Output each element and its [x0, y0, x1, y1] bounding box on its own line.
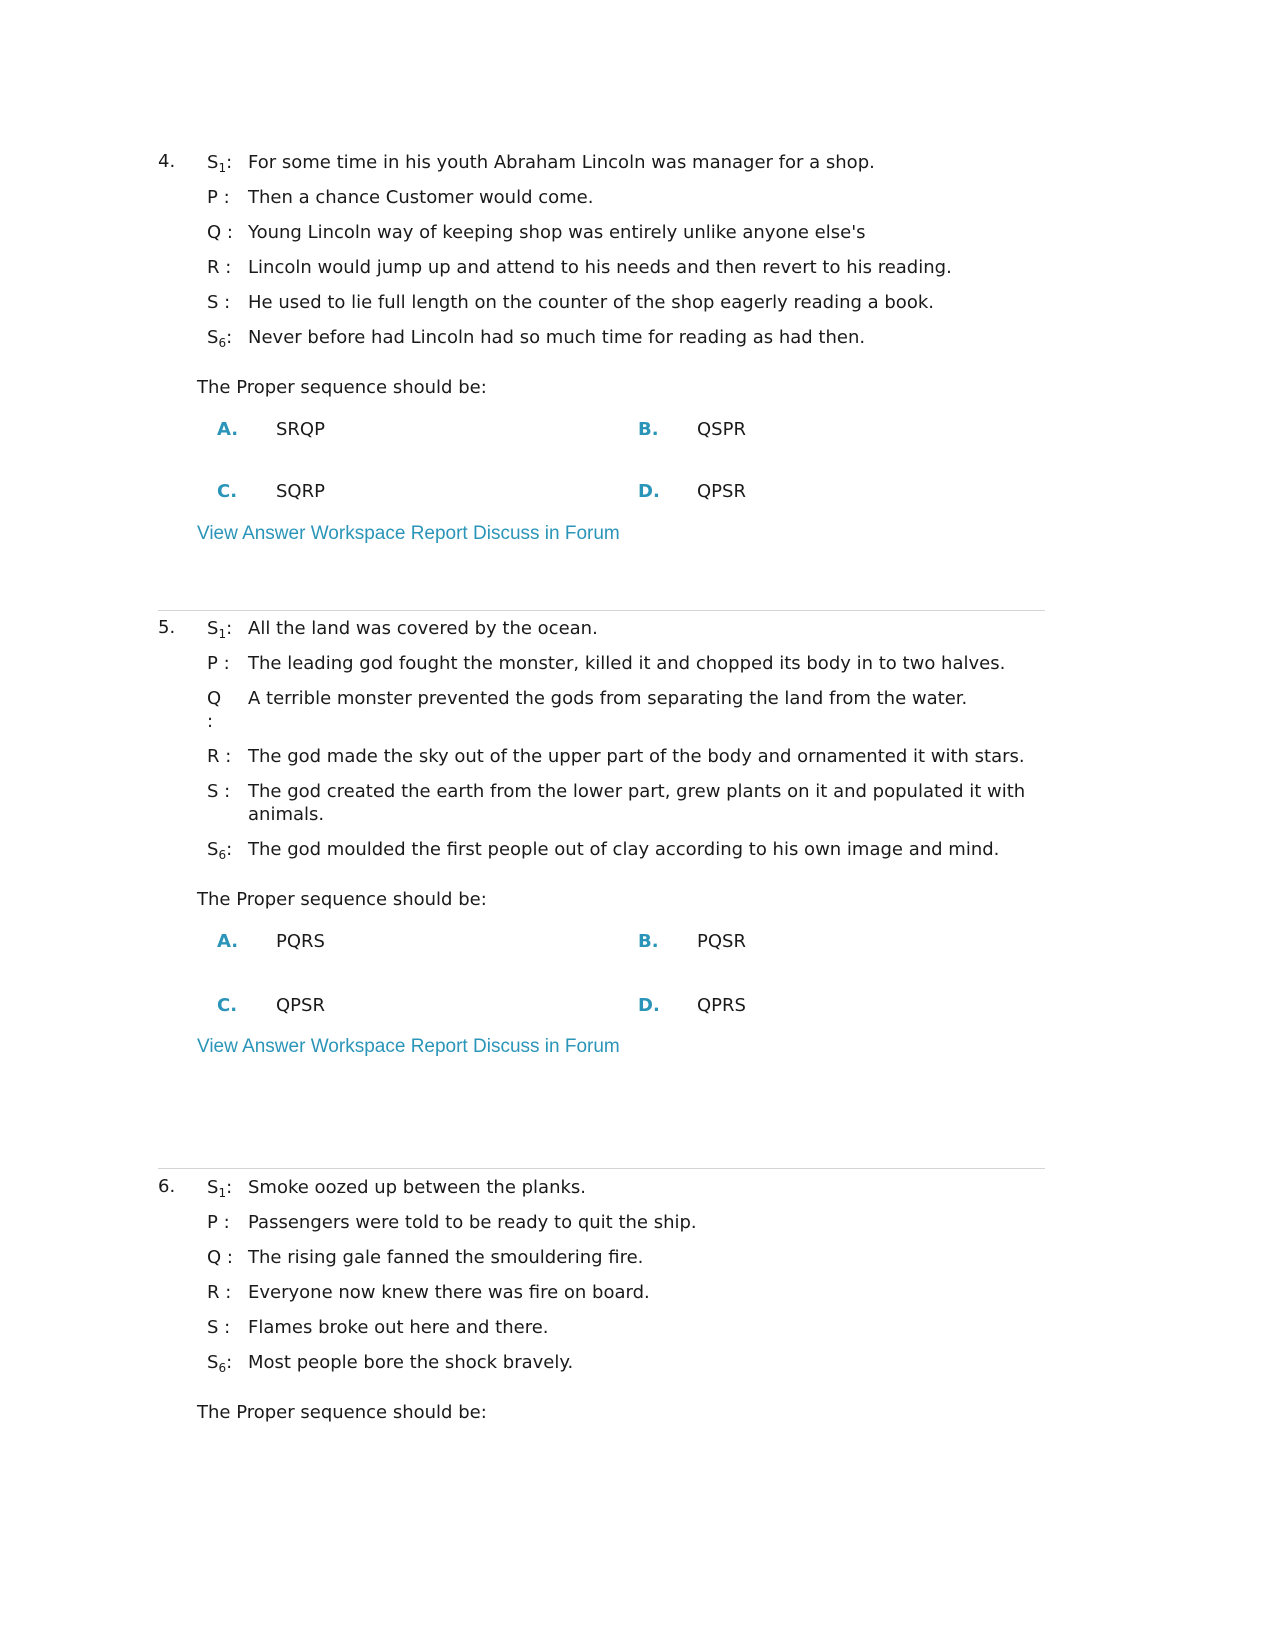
statement-row — [207, 617, 1038, 652]
statement-text: All the land was covered by the ocean. — [248, 618, 598, 639]
statement-label: $S_6$: — [207, 1352, 233, 1375]
statement-label: S : — [207, 781, 231, 802]
statement-label: $S_1$: — [207, 1177, 233, 1200]
statement-label: S : — [207, 1317, 231, 1338]
statement-row — [207, 687, 1038, 745]
option-letter: A. — [217, 419, 239, 440]
statement-text: Never before had Lincoln had so much time for reading as had then. — [248, 327, 866, 348]
options-grid — [217, 419, 1046, 539]
statement-row — [207, 780, 1038, 838]
option-letter: A. — [217, 931, 239, 952]
statement-label: P : — [207, 1212, 230, 1233]
statement-text: Young Lincoln way of keeping shop was entirely unlike anyone else's — [248, 222, 866, 243]
option-letter: C. — [217, 481, 238, 502]
option-c[interactable] — [217, 481, 325, 503]
question-number: 5. — [158, 617, 176, 638]
statement-row — [207, 326, 1038, 361]
question-number: 6. — [158, 1176, 176, 1197]
statement-row — [207, 291, 1038, 326]
sequence-prompt: The Proper sequence should be: — [197, 889, 487, 910]
option-a[interactable] — [217, 419, 325, 441]
workspace-link[interactable]: Workspace — [310, 523, 406, 544]
option-d[interactable] — [638, 995, 746, 1017]
statement-label: R : — [207, 746, 232, 767]
option-value: PQRS — [276, 931, 325, 952]
statement-text: The god created the earth from the lower part, grew plants on it and populated it with animals. — [248, 781, 1026, 825]
option-letter: C. — [217, 995, 238, 1016]
divider — [158, 610, 1045, 611]
question-4 — [158, 151, 1046, 545]
divider — [158, 1168, 1045, 1169]
option-value: QPSR — [276, 995, 325, 1016]
statement-text: The rising gale fanned the smouldering fire. — [248, 1247, 644, 1268]
discuss-forum-link[interactable]: Discuss in Forum — [473, 1036, 620, 1057]
statement-label: Q : — [207, 1247, 233, 1268]
option-letter: D. — [638, 481, 660, 502]
statement-row — [207, 1316, 1038, 1351]
view-answer-link[interactable]: View Answer — [197, 1036, 306, 1057]
sequence-prompt: The Proper sequence should be: — [197, 377, 487, 398]
statement-row — [207, 1176, 1038, 1211]
statement-text: The god moulded the first people out of clay according to his own image and mind. — [248, 839, 1000, 860]
statement-label: S : — [207, 292, 231, 313]
option-d[interactable] — [638, 481, 746, 503]
option-value: SRQP — [276, 419, 325, 440]
statement-label: R : — [207, 1282, 232, 1303]
option-b[interactable] — [638, 931, 746, 953]
statement-row — [207, 256, 1038, 291]
statement-list — [207, 617, 1038, 873]
sequence-prompt: The Proper sequence should be: — [197, 1402, 487, 1423]
discuss-forum-link[interactable]: Discuss in Forum — [473, 523, 620, 544]
statement-label: P : — [207, 187, 230, 208]
option-c[interactable] — [217, 995, 325, 1017]
option-a[interactable] — [217, 931, 325, 953]
statement-text: Most people bore the shock bravely. — [248, 1352, 574, 1373]
statement-list — [207, 1176, 1038, 1386]
statement-text: The god made the sky out of the upper part of the body and ornamented it with stars. — [248, 746, 1025, 767]
statement-row — [207, 745, 1038, 780]
option-letter: B. — [638, 931, 659, 952]
statement-text: For some time in his youth Abraham Lincoln was manager for a shop. — [248, 152, 875, 173]
statement-row — [207, 186, 1038, 221]
statement-text: Everyone now knew there was fire on board. — [248, 1282, 650, 1303]
option-value: PQSR — [697, 931, 746, 952]
statement-row — [207, 151, 1038, 186]
statement-label: R : — [207, 257, 232, 278]
statement-label: $S_1$: — [207, 152, 233, 175]
option-value: QSPR — [697, 419, 746, 440]
option-letter: D. — [638, 995, 660, 1016]
statement-text: The leading god fought the monster, killed it and chopped its body in to two halves. — [248, 653, 1006, 674]
report-link[interactable]: Report — [410, 523, 468, 544]
statement-label: $S_1$: — [207, 618, 233, 641]
question-number: 4. — [158, 151, 176, 172]
statement-label: $S_6$: — [207, 839, 233, 862]
option-b[interactable] — [638, 419, 746, 441]
statement-row — [207, 1351, 1038, 1386]
statement-label: Q : — [207, 688, 222, 732]
statement-text: Flames broke out here and there. — [248, 1317, 549, 1338]
question-5 — [158, 617, 1046, 1058]
statement-row — [207, 1246, 1038, 1281]
option-letter: B. — [638, 419, 659, 440]
statement-row — [207, 1211, 1038, 1246]
statement-label: $S_6$: — [207, 327, 233, 350]
statement-text: Passengers were told to be ready to quit the ship. — [248, 1212, 697, 1233]
statement-text: Smoke oozed up between the planks. — [248, 1177, 587, 1198]
workspace-link[interactable]: Workspace — [310, 1036, 406, 1057]
view-answer-link[interactable]: View Answer — [197, 523, 306, 544]
statement-label: P : — [207, 653, 230, 674]
statement-row — [207, 838, 1038, 873]
statement-list — [207, 151, 1038, 361]
options-grid — [217, 931, 1046, 1051]
option-value: QPRS — [697, 995, 746, 1016]
option-value: SQRP — [276, 481, 325, 502]
statement-row — [207, 652, 1038, 687]
statement-label: Q : — [207, 222, 233, 243]
report-link[interactable]: Report — [410, 1036, 468, 1057]
statement-row — [207, 1281, 1038, 1316]
option-value: QPSR — [697, 481, 746, 502]
statement-text: A terrible monster prevented the gods from separating the land from the water. — [248, 688, 968, 709]
statement-row — [207, 221, 1038, 256]
statement-text: He used to lie full length on the counter of the shop eagerly reading a book. — [248, 292, 934, 313]
statement-text: Then a chance Customer would come. — [248, 187, 594, 208]
statement-text: Lincoln would jump up and attend to his needs and then revert to his reading. — [248, 257, 952, 278]
question-6 — [158, 1176, 1046, 1424]
